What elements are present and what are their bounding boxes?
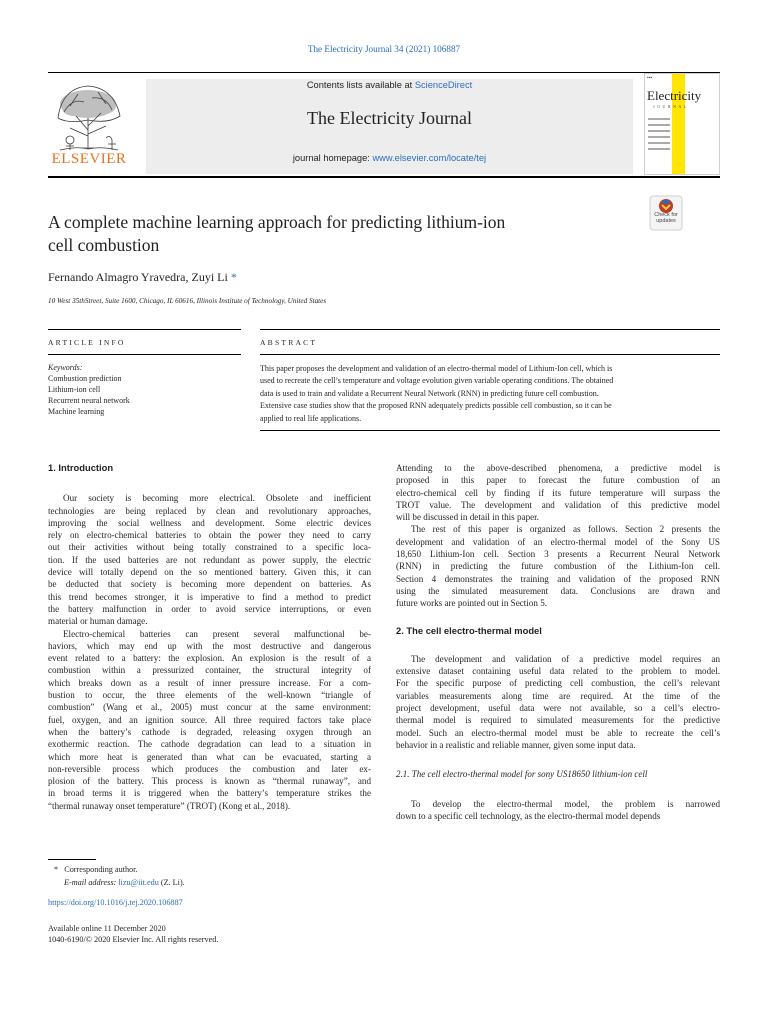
abstract-rule-top <box>260 329 720 330</box>
text-line: which breaks down as a result of inner pressure increase. For a com- <box>48 677 371 688</box>
title-line-1: A complete machine learning approach for predicting lithium-ion <box>48 212 506 232</box>
corresponding-author-mark[interactable]: * <box>230 270 237 284</box>
sciencedirect-link[interactable]: ScienceDirect <box>414 80 473 90</box>
text-line: in broad terms it is triggered when the battery’s temperature strikes the <box>48 788 371 799</box>
keyword-item: Recurrent neural network <box>48 396 130 405</box>
email-link[interactable]: lizu@iit.edu <box>118 878 159 887</box>
text-line: material or human damage. <box>48 616 148 627</box>
text-line: fuel, oxygen, and an ignition source. All three required factors take place <box>48 714 371 725</box>
text-line: bustion to occur, the three elements of the well-known “triangle of <box>48 690 371 701</box>
footnote-rule <box>48 859 96 860</box>
section-1-heading: 1. Introduction <box>48 462 114 473</box>
copyright: 1040-6190/© 2020 Elsevier Inc. All rights reserved. <box>48 935 219 944</box>
homepage-link[interactable]: www.elsevier.com/locate/tej <box>372 153 487 163</box>
text-line: (RNN) in predicting the future combustion of the Lithium-Ion cell. <box>396 561 720 572</box>
doi-link[interactable]: https://doi.org/10.1016/j.tej.2020.106887 <box>48 898 183 907</box>
text-line: out their activities without being totally constrained to a specific loca- <box>48 542 371 553</box>
text-line: Our society is becoming more electrical. Obsolete and inefficient <box>63 493 371 504</box>
text-line: when the battery’s cathode is degraded, releasing oxygen through an <box>48 726 371 737</box>
affiliation: 10 West 35thStreet, Suite 1600, Chicago, IL 60616, Illinois Institute of Technology, United States <box>48 297 327 305</box>
section-2-heading: 2. The cell electro-thermal model <box>396 624 542 636</box>
text-line: development and validation of an electro-thermal model of the Sony US <box>396 536 720 547</box>
text-line: rely on electro-chemical batteries to obtain the power they need to carry <box>48 530 371 541</box>
journal-cover-thumbnail[interactable] <box>644 73 720 175</box>
cover-text-lines <box>648 118 670 154</box>
text-line: device will totally depend on the so mentioned battery. Given this, it can <box>48 567 371 578</box>
text-line: electro-chemical cell by finding if its future temperature will surpass the <box>396 487 720 498</box>
email-label: E-mail address: <box>64 878 117 887</box>
text-line: will be discussed in detail in this paper. <box>396 512 539 523</box>
text-line: non-reversible process which produces the combustion and later ex- <box>48 763 371 774</box>
masthead-rule <box>48 176 720 178</box>
text-line: To develop the electro-thermal model, the problem is narrowed <box>411 798 720 809</box>
text-line: 18,650 Lithium-Ion cell. Section 3 presents a Recurrent Neural Network <box>396 549 720 560</box>
left-column <box>48 462 371 812</box>
subsection-2-1-heading: 2.1. The cell electro-thermal model for sony US18650 lithium-ion cell <box>396 769 648 780</box>
text-line: using the simulated measurement data. Conclusions are drawn and <box>396 585 720 596</box>
text-line: proposed in this paper to forecast the future combustion of an <box>396 475 720 486</box>
keyword-item: Lithium-ion cell <box>48 385 101 394</box>
badge-line1: Check for <box>654 212 678 218</box>
subsection-2-1-paragraph <box>396 798 720 823</box>
keyword-item: Combustion prediction <box>48 374 122 383</box>
abstract-rule-mid <box>260 354 720 355</box>
keywords-label: Keywords: <box>48 363 83 372</box>
check-for-updates-label[interactable] <box>645 212 687 224</box>
text-line: this trend becomes stronger, it is imperative to find a method to predict <box>48 591 371 602</box>
text-line: be deducted that society is becoming more dependent on batteries. As <box>48 579 371 590</box>
article-title <box>48 211 628 257</box>
corresponding-text: Corresponding author. <box>64 865 138 874</box>
contents-available <box>146 80 633 90</box>
text-line: tion. If the used batteries are not redundant as power supply, the electric <box>48 554 371 565</box>
text-line: The rest of this paper is organized as follows. Section 2 presents the <box>411 524 720 535</box>
abstract-line: Extensive case studies show that the proposed RNN adequately predicts possible cell combustion, so it can be <box>260 401 612 411</box>
info-rule-top <box>48 329 241 330</box>
intro-paragraph-1 <box>48 492 371 627</box>
text-line: extensive dataset containing useful data related to the problem to model. <box>396 666 720 677</box>
authors <box>48 270 237 285</box>
footnote-email <box>64 877 185 889</box>
footnote-corresponding <box>54 864 137 876</box>
text-line: TROT value. The development and validation of this predictive model <box>396 499 720 510</box>
text-line: the battery malfunction in order to avoid service interruptions, or even <box>48 603 371 614</box>
text-line: improving the social wellness and development. Some electric devices <box>48 517 371 528</box>
abstract-line: used to recreate the cell’s temperature and voltage evolution given variable operating conditions. The obtained <box>260 376 614 386</box>
text-line: combustion within a pressurized container, the structural integrity of <box>48 665 371 676</box>
journal-homepage <box>146 153 633 163</box>
publisher-name: ELSEVIER <box>51 151 127 167</box>
article-info-heading: ARTICLE INFO <box>48 338 126 347</box>
intro-paragraph-2 <box>48 628 371 812</box>
text-line: model. Such an electro-thermal model must be able to recreate the cell’s <box>396 727 720 738</box>
email-suffix: (Z. Li). <box>160 878 185 887</box>
text-line: variables measurements along time are required. At the time of the <box>396 690 720 701</box>
text-line: behavior in a realistic and reliable manner, given some input data. <box>396 739 636 750</box>
contents-prefix: Contents lists available at <box>306 80 415 90</box>
text-line: combustion” (Wang et al., 2005) must concur at the same environment: <box>48 702 371 713</box>
abstract-body <box>260 363 720 425</box>
journal-citation[interactable]: The Electricity Journal 34 (2021) 106887 <box>307 44 461 54</box>
abstract-line: applied to real life applications. <box>260 413 362 423</box>
right-paragraph-2 <box>396 523 720 609</box>
text-line: exothermic reaction. The cathode degradation can lead to a situation in <box>48 739 371 750</box>
text-line: which more heat is generated than what can be evacuated, starting a <box>48 751 371 762</box>
keywords <box>48 362 243 417</box>
section-2-paragraph <box>396 653 720 751</box>
journal-name: The Electricity Journal <box>307 108 472 128</box>
text-line: project development, useful data were not available, so a cell’s electro- <box>396 703 720 714</box>
text-line: For the specific purpose of predicting cell combustion, the cell’s relevant <box>396 678 720 689</box>
text-line: down to a specific cell technology, as the electro-thermal model depends <box>396 810 661 821</box>
homepage-prefix: journal homepage: <box>292 153 373 163</box>
text-line: event related to a battery: the explosion. An explosion is the result of a <box>48 653 371 664</box>
cover-title: Electricity <box>647 88 702 103</box>
text-line: thermal model is required to simulated measurements for the predictive <box>396 715 720 726</box>
text-line: technologies are being replaced by clean and revolutionary approaches, <box>48 505 371 516</box>
cover-subtitle: JOURNAL <box>653 104 689 109</box>
right-paragraph-1 <box>396 462 720 523</box>
text-line: haviors, which may end up with the most destructive and dangerous <box>48 640 371 651</box>
text-line: Section 4 demonstrates the training and validation of the proposed RNN <box>396 573 720 584</box>
abstract-line: data is used to train and validate a Recurrent Neural Network (RNN) in predicting future cell combustion. <box>260 388 599 398</box>
text-line: plosion of the battery. This process is known as “thermal runaway”, and <box>48 776 371 787</box>
author-names: Fernando Almagro Yravedra, Zuyi Li <box>48 270 228 284</box>
cover-mark: ▪▪▪ <box>647 76 653 81</box>
footnote-mark: * <box>54 865 59 874</box>
abstract-rule-bottom <box>260 430 720 431</box>
abstract-heading: ABSTRACT <box>260 338 318 347</box>
text-line: Electro-chemical batteries can present several malfunctional be- <box>63 628 371 639</box>
keyword-item: Machine learning <box>48 407 105 416</box>
badge-line2: updates <box>656 218 676 224</box>
info-rule-mid <box>48 354 241 355</box>
text-line: The development and validation of a predictive model requires an <box>411 653 720 664</box>
abstract-line: This paper proposes the development and validation of an electro-thermal model of Lithium-Ion cell, which is <box>260 364 613 373</box>
text-line: future works are pointed out in Section 5. <box>396 598 548 609</box>
available-online: Available online 11 December 2020 <box>48 924 166 933</box>
right-column <box>396 462 720 822</box>
text-line: “thermal runaway onset temperature” (TROT) (Kong et al., 2018). <box>48 800 291 811</box>
title-line-2: cell combustion <box>48 235 160 255</box>
text-line: Attending to the above-described phenomena, a predictive model is <box>396 463 720 473</box>
